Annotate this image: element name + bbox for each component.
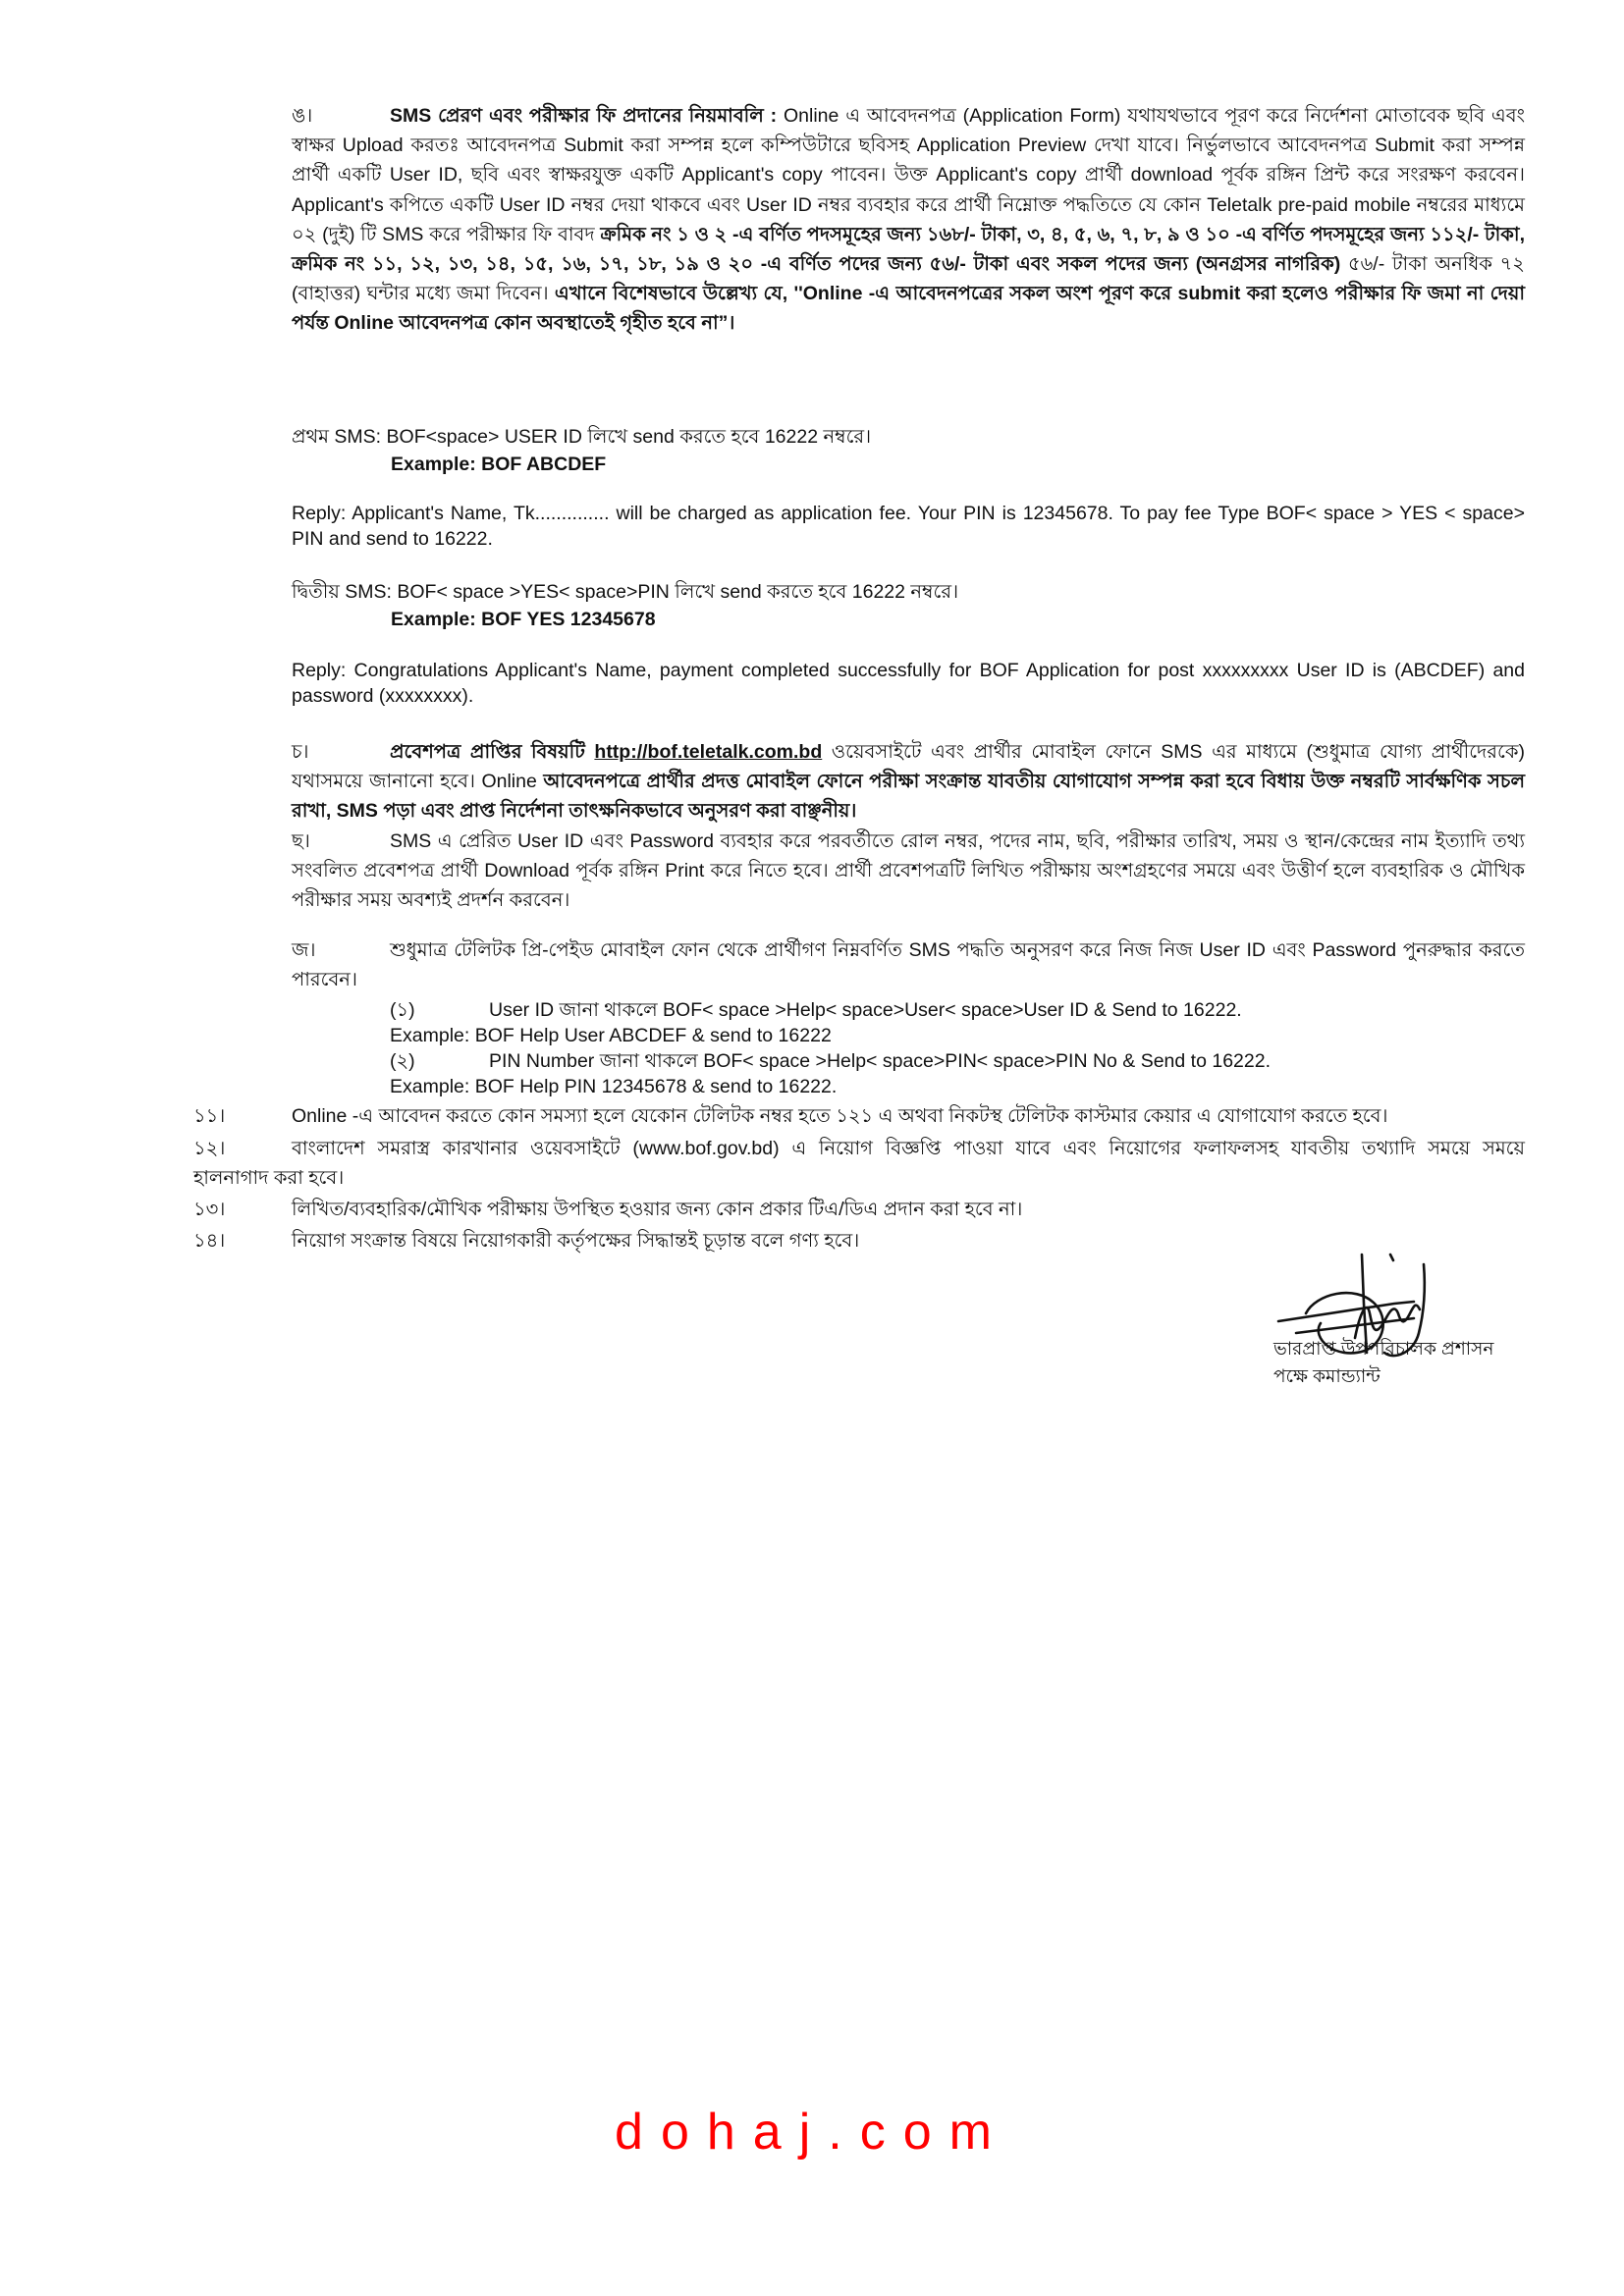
item-13-text: লিখিত/ব্যবহারিক/মৌখিক পরীক্ষায় উপস্থিত হওয়ার জন্য কোন প্রকার টিএ/ডিএ প্রদান করা হবে না। xyxy=(292,1199,1023,1220)
watermark-text: dohaj.com xyxy=(615,2104,1009,2161)
section-6-fee-details: ক্রমিক নং ১ ও ২ -এ বর্ণিত পদসমূহের জন্য ১৬৮/- টাকা, ৩, ৪, ৫, ৬, ৭, ৮, ৯ ও ১০ -এ বর্ণিত পদসমূহের জন্য ১১২/- টাকা, ক্রমিক নং ১১, ১২, ১৩, ১৪, ১৫, ১৬, ১৭, ১৮, ১৯ ও ২০ -এ বর্ণিত পদের জন্য ৫৬/- টাকা এবং সকল পদের জন্য (অনগ্রসর নাগরিক) xyxy=(292,223,1525,276)
item-12-number: ১২। xyxy=(193,1138,226,1159)
item-14-text: নিয়োগ সংক্রান্ত বিষয়ে নিয়োগকারী কর্তৃপক্ষের সিদ্ধান্তই চূড়ান্ত বলে গণ্য হবে। xyxy=(292,1230,860,1252)
recovery-item-1-text: User ID জানা থাকলে BOF< space >Help< space>User< space>User ID & Send to 16222. xyxy=(489,999,1242,1021)
signatory-title: ভারপ্রাপ্ত উপপরিচালক প্রশাসন xyxy=(1273,1338,1494,1359)
second-sms-example: Example: BOF YES 12345678 xyxy=(391,609,656,630)
first-sms-reply: Reply: Applicant's Name, Tk.............. will be charged as application fee. Your PIN is 12345678. To pay fee Type BOF< space > YES < space> PIN and send to 16222. xyxy=(292,503,1525,550)
section-cha-note: আবেদনপত্রে প্রার্থীর প্রদত্ত মোবাইল ফোনে পরীক্ষা সংক্রান্ত যাবতীয় যোগাযোগ সম্পন্ন করা হবে বিধায় উক্ত নম্বরটি সার্বক্ষণিক সচল রাখা, SMS পড়া এবং প্রাপ্ত নির্দেশনা তাৎক্ষনিকভাবে অনুসরণ করা বাঞ্ছনীয়। xyxy=(292,771,1525,823)
item-12-continuation: হালনাগাদ করা হবে। xyxy=(193,1167,345,1189)
section-chha-body: SMS এ প্রেরিত User ID এবং Password ব্যবহার করে পরবর্তীতে রোল নম্বর, পদের নাম, ছবি, পরীক্ষার তারিখ, সময় ও স্থান/কেন্দ্রের নাম ইত্যাদি তথ্য সংবলিত প্রবেশপত্র প্রার্থী Download পূর্বক রঙ্গিন Print করে নিতে হবে। প্রার্থী প্রবেশপত্রটি লিখিত পরীক্ষায় অংশগ্রহণের সময়ে এবং উত্তীর্ণ হলে ব্যবহারিক ও মৌখিক পরীক্ষার সময় অবশ্যই প্রদর্শন করবেন। xyxy=(292,830,1525,912)
second-sms-instruction: দ্বিতীয় SMS: BOF< space >YES< space>PIN লিখে send করতে হবে 16222 নম্বরে। xyxy=(292,581,959,603)
item-12-text: বাংলাদেশ সমরাস্ত্র কারখানার ওয়েবসাইটে (www.bof.gov.bd) এ নিয়োগ বিজ্ঞপ্তি পাওয়া যাবে এবং নিয়োগের ফলাফলসহ যাবতীয় তথ্যাদি সময়ে সময়ে xyxy=(292,1138,1525,1159)
item-13-number: ১৩। xyxy=(193,1199,226,1220)
item-11-number: ১১। xyxy=(193,1105,226,1127)
item-14-number: ১৪। xyxy=(193,1230,226,1252)
first-sms-example: Example: BOF ABCDEF xyxy=(391,454,607,475)
section-cha-title: প্রবেশপত্র প্রাপ্তির বিষয়টি xyxy=(390,741,585,763)
signatory-on-behalf: পক্ষে কমান্ড্যান্ট xyxy=(1273,1365,1380,1386)
section-6-text-1: Online এ আবেদনপত্র (Application Form) যথাযথভাবে পূরণ করে নির্দেশনা মোতাবেক ছবি এবং স্বাক্ষর Upload করতঃ আবেদনপত্র Submit করা সম্পন্ন হলে কম্পিউটারে ছবিসহ Application Preview দেখা যাবে। নির্ভুলভাবে আবেদনপত্র Submit করা সম্পন্ন প্রার্থী একটি User ID, ছবি এবং স্বাক্ষরযুক্ত একটি Applicant's copy পাবেন। উক্ত Applicant's copy প্রার্থী download পূর্বক রঙ্গিন প্রিন্ট করে সংরক্ষণ করবেন। Applicant's কপিতে একটি User ID নম্বর দেয়া থাকবে এবং User ID নম্বর ব্যবহার করে প্রার্থী নিম্নোক্ত পদ্ধতিতে যে কোন Teletalk pre-paid mobile নম্বরের মাধ্যমে ০২ (দুই) টি SMS করে পরীক্ষার ফি বাবদ xyxy=(292,105,1525,245)
recovery-item-1-example: Example: BOF Help User ABCDEF & send to 16222 xyxy=(390,1025,832,1046)
recovery-item-2-number: (২) xyxy=(390,1050,415,1072)
item-11-text: Online -এ আবেদন করতে কোন সমস্যা হলে যেকোন টেলিটক নম্বর হতে ১২১ এ অথবা নিকটস্থ টেলিটক কাস্টমার কেয়ার এ যোগাযোগ করতে হবে। xyxy=(292,1105,1388,1127)
section-ja-label: জ। xyxy=(292,939,316,961)
section-6-text-2: ৫৬/- টাকা অনধিক ৭২ (বাহাত্তর) ঘন্টার মধ্যে জমা দিবেন। xyxy=(292,253,1525,305)
section-ja-body: শুধুমাত্র টেলিটক প্রি-পেইড মোবাইল ফোন থেকে প্রার্থীগণ নিম্নবর্ণিত SMS পদ্ধতি অনুসরণ করে নিজ নিজ User ID এবং Password পুনরুদ্ধার করতে পারবেন। xyxy=(292,939,1525,991)
recovery-item-2-text: PIN Number জানা থাকলে BOF< space >Help< space>PIN< space>PIN No & Send to 16222. xyxy=(489,1050,1271,1072)
section-cha-label: চ। xyxy=(292,741,309,763)
second-sms-reply: Reply: Congratulations Applicant's Name, payment completed successfully for BOF Application for post xxxxxxxxx User ID is (ABCDEF) and password (xxxxxxxx). xyxy=(292,660,1525,707)
recovery-item-2-example: Example: BOF Help PIN 12345678 & send to 16222. xyxy=(390,1076,838,1097)
section-cha-body xyxy=(292,737,1525,827)
section-6-label: ঙ। xyxy=(292,105,313,127)
section-cha-text-1: ওয়েবসাইটে এবং প্রার্থীর মোবাইল ফোনে SMS এর মাধ্যমে (শুধুমাত্র যোগ্য প্রার্থীদেরকে) যথাসময়ে জানানো হবে। Online xyxy=(292,741,1525,793)
teletalk-link[interactable]: http://bof.teletalk.com.bd xyxy=(594,741,823,763)
section-6-body xyxy=(292,101,1525,339)
first-sms-instruction: প্রথম SMS: BOF<space> USER ID লিখে send করতে হবে 16222 নম্বরে। xyxy=(292,426,872,448)
section-6-important-note: এখানে বিশেষভাবে উল্লেখ্য যে, ''Online -এ আবেদনপত্রের সকল অংশ পূরণ করে submit করা হলেও পরীক্ষার ফি জমা না দেয়া পর্যন্ত Online আবেদনপত্র কোন অবস্থাতেই গৃহীত হবে না”। xyxy=(292,283,1525,335)
section-chha-label: ছ। xyxy=(292,830,310,852)
section-6-title: SMS প্রেরণ এবং পরীক্ষার ফি প্রদানের নিয়মাবলি : xyxy=(390,105,778,127)
recovery-item-1-number: (১) xyxy=(390,999,415,1021)
